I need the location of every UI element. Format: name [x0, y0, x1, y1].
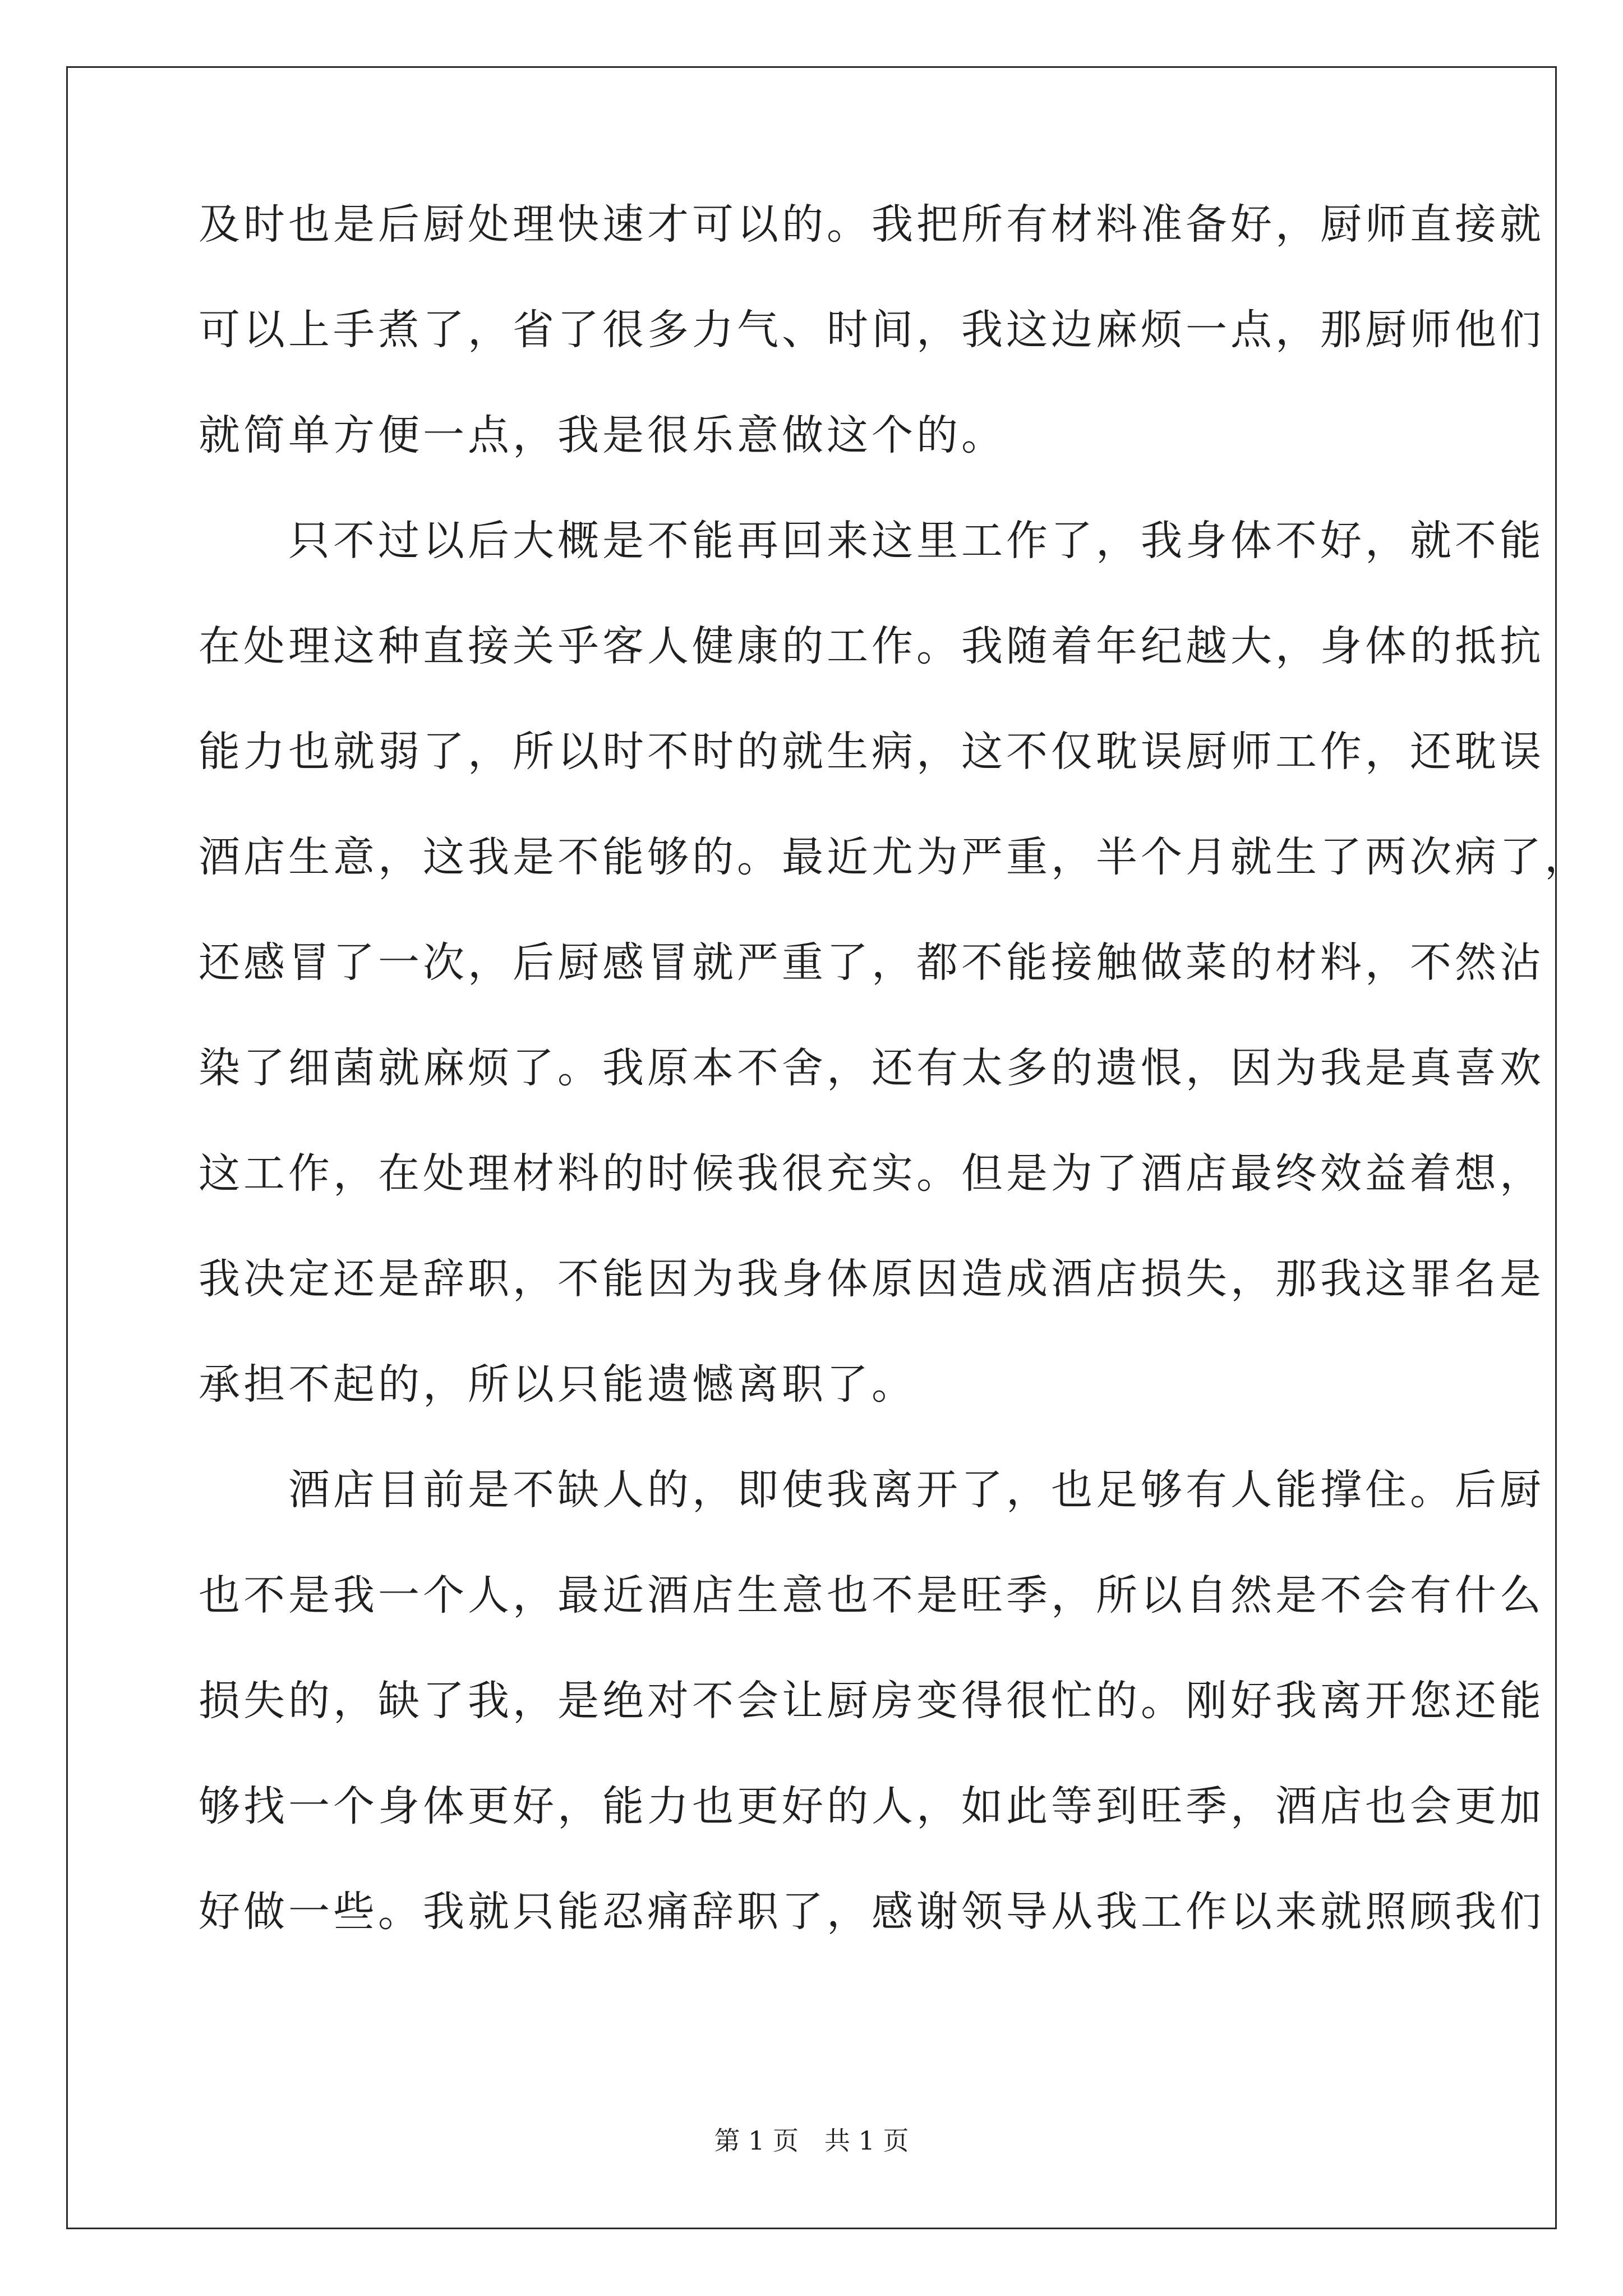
- text-line: 这工作，在处理材料的时候我很充实。但是为了酒店最终效益着想，: [199, 1149, 1544, 1198]
- text-line: 能力也就弱了，所以时不时的就生病，这不仅耽误厨师工作，还耽误: [199, 728, 1544, 776]
- text-line: 酒店目前是不缺人的，即使我离开了，也足够有人能撑住。后厨: [199, 1466, 1544, 1514]
- text-line: 酒店生意，这我是不能够的。最近尤为严重，半个月就生了两次病了，: [199, 833, 1589, 881]
- text-line: 只不过以后大概是不能再回来这里工作了，我身体不好，就不能: [199, 517, 1544, 565]
- text-line: 就简单方便一点，我是很乐意做这个的。: [199, 411, 1006, 459]
- text-line: 也不是我一个人，最近酒店生意也不是旺季，所以自然是不会有什么: [199, 1571, 1544, 1619]
- text-line: 够找一个身体更好，能力也更好的人，如此等到旺季，酒店也会更加: [199, 1782, 1544, 1830]
- text-line: 好做一些。我就只能忍痛辞职了，感谢领导从我工作以来就照顾我们: [199, 1888, 1544, 1936]
- page-number: 第 1 页 共 1 页: [714, 2125, 909, 2156]
- text-line: 在处理这种直接关乎客人健康的工作。我随着年纪越大，身体的抵抗: [199, 622, 1544, 670]
- text-line: 染了细菌就麻烦了。我原本不舍，还有太多的遗恨，因为我是真喜欢: [199, 1044, 1544, 1092]
- text-line: 承担不起的，所以只能遗憾离职了。: [199, 1360, 916, 1409]
- text-line: 损失的，缺了我，是绝对不会让厨房变得很忙的。刚好我离开您还能: [199, 1677, 1544, 1725]
- text-line: 我决定还是辞职，不能因为我身体原因造成酒店损失，那我这罪名是: [199, 1255, 1544, 1303]
- text-line: 可以上手煮了，省了很多力气、时间，我这边麻烦一点，那厨师他们: [199, 306, 1544, 354]
- text-line: 还感冒了一次，后厨感冒就严重了，都不能接触做菜的材料，不然沾: [199, 938, 1544, 987]
- text-line: 及时也是后厨处理快速才可以的。我把所有材料准备好，厨师直接就: [199, 200, 1544, 249]
